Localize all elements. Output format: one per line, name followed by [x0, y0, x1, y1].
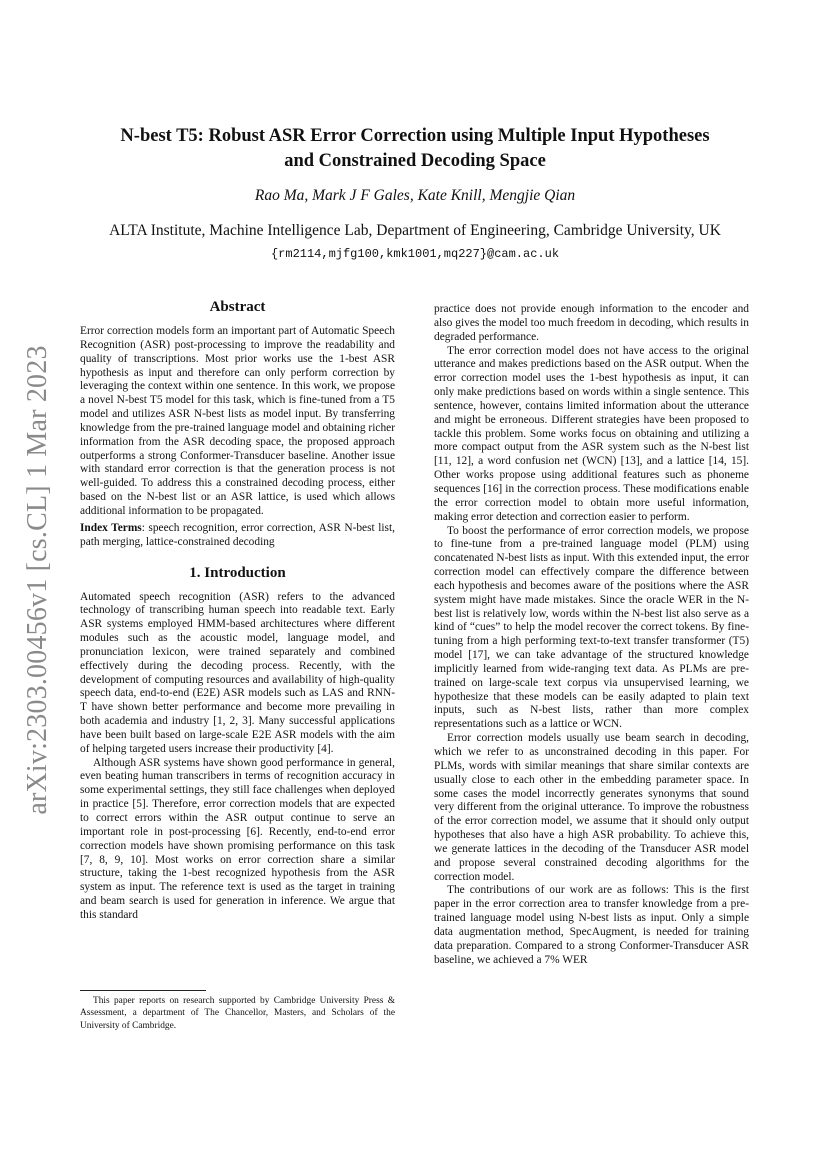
arxiv-identifier: arXiv:2303.00456v1 [cs.CL] 1 Mar 2023 — [22, 345, 53, 815]
right-paragraph-4: The contributions of our work are as follows: This is the first paper in the error correction area to transfer knowledge from a pre-trained language model using N-best lists as input. Only a simple data augmentation method, SpecAugment, is needed for training data preparation. Compared to a strong Conformer-Transducer ASR baseline, we achieved a 7% WER — [434, 884, 749, 966]
right-column — [434, 303, 749, 968]
title-line-2: and Constrained Decoding Space — [284, 151, 546, 171]
intro-paragraph-1: Automated speech recognition (ASR) refers to the advanced technology of transcribing human speech into readable text. Early ASR systems employed HMM-based architectures where different modules such as the acoustic model, language model, and pronunciation lexicon, were trained separately and combined effectively during the decoding process. Recently, with the development of computing resources and availability of high-quality speech data, end-to-end (E2E) ASR models such as LAS and RNN-T have shown better performance and become more prevailing in both academia and industry [1, 2, 3]. Many successful applications have been built based on large-scale E2E ASR models with the aim of helping targeted users increase their productivity [4]. — [80, 590, 395, 755]
intro-paragraph-2: Although ASR systems have shown good performance in general, even beating human transcribers in terms of recognition accuracy in some experimental settings, they still face challenges when deployed in practice [5]. Therefore, error correction models that are expected to correct errors within the ASR output continue to serve an important role in post-processing [6]. Recently, end-to-end error correction models have shown promising performance on this task [7, 8, 9, 10]. Most works on error correction share a similar structure, taking the 1-best recognized hypothesis from the ASR system as input. The reference text is used as the target in training and beam search is used for generation in inference. We argue that this standard — [80, 756, 395, 921]
right-paragraph-2: To boost the performance of error correction models, we propose to fine-tune from a pre-trained language model (PLM) using concatenated N-best lists as input. With this extended input, the error correction model can effectively compare the difference between each hypothesis and becomes aware of the positions where the ASR system might have made mistakes. Since the oracle WER in the N-best list is relatively low, words within the N-best list also serve as a kind of “cues” to help the model recover the correct tokens. By fine-tuning from a high performing text-to-text transfer transformer (T5) model [17], we can take advantage of the structured knowledge implicitly learned from wide-ranging text data. As PLMs are pre-trained on large-scale text corpus via unsupervised learning, we hypothesize that these models can be easily adapted to plain text inputs, such as N-best lists, rather than more complex representations such as a lattice or WCN. — [434, 524, 749, 731]
footnote: This paper reports on research supported by Cambridge University Press & Assessment, a department of The Chancellor, Masters, and Scholars of the University of Cambridge. — [80, 996, 395, 1031]
index-terms-label: Index Terms — [80, 521, 142, 534]
index-terms — [80, 522, 395, 550]
right-paragraph-0: practice does not provide enough information to the encoder and also gives the model too much freedom in decoding, which results in degraded performance. — [434, 303, 749, 343]
title-line-1: N-best T5: Robust ASR Error Correction using Multiple Input Hypotheses — [120, 126, 710, 146]
author-list: Rao Ma, Mark J F Gales, Kate Knill, Mengjie Qian — [254, 187, 576, 204]
right-paragraph-1: The error correction model does not have access to the original utterance and makes predictions based on the ASR output. When the error correction model uses the 1-best hypothesis as input, it can only make predictions based on words within a single sentence. This sentence, however, contains limited information about the utterance and might be erroneous. Different strategies have been proposed to tackle this problem. Some works focus on obtaining and utilizing a more compact output from the ASR system such as the N-best list [11, 12], a word confusion net (WCN) [13], and a lattice [14, 15]. Other works propose using additional features such as phoneme sequences [16] in the correction process. These modifications enable the error correction model to obtain more useful information, making error detection and correction easier to perform. — [434, 344, 749, 523]
left-column — [80, 298, 395, 923]
affiliation: ALTA Institute, Machine Intelligence Lab, Department of Engineering, Cambridge University, UK — [109, 222, 721, 239]
index-terms-text: : speech recognition, error correction, ASR N-best list, path merging, lattice-constrained decoding — [80, 521, 395, 548]
right-paragraph-3: Error correction models usually use beam search in decoding, which we refer to as unconstrained decoding in this paper. For PLMs, words with similar meanings that share similar contexts are usually close to each other in the embedding parameter space. In some cases the model incorrectly generates synonyms that sound very different from the original utterance. To improve the robustness of the error correction model, we assume that it should only output hypotheses that also have a high ASR probability. To achieve this, we generate lattices in the decoding of the Transducer ASR model and propose several constrained decoding algorithms for the correction model. — [434, 732, 749, 883]
paper-title — [70, 124, 760, 174]
footnote-divider — [80, 990, 206, 991]
email-addresses: {rm2114,mjfg100,kmk1001,mq227}@cam.ac.uk — [270, 247, 560, 261]
introduction-heading: 1. Introduction — [189, 564, 286, 581]
abstract-text: Error correction models form an important part of Automatic Speech Recognition (ASR) post-processing to improve the readability and quality of transcriptions. Most prior works use the 1-best ASR hypothesis as input and therefore can only perform correction by leveraging the context within one sentence. In this work, we propose a novel N-best T5 model for this task, which is fine-tuned from a T5 model and utilizes ASR N-best lists as model input. By transferring knowledge from the pre-trained language model and obtaining richer information from the ASR decoding space, the proposed approach outperforms a strong Conformer-Transducer baseline. Another issue with standard error correction is that the generation process is not well-guided. To address this a constrained decoding process, either based on the N-best list or an ASR lattice, is used which allows additional information to be propagated. — [80, 325, 395, 517]
abstract-heading: Abstract — [209, 299, 266, 315]
